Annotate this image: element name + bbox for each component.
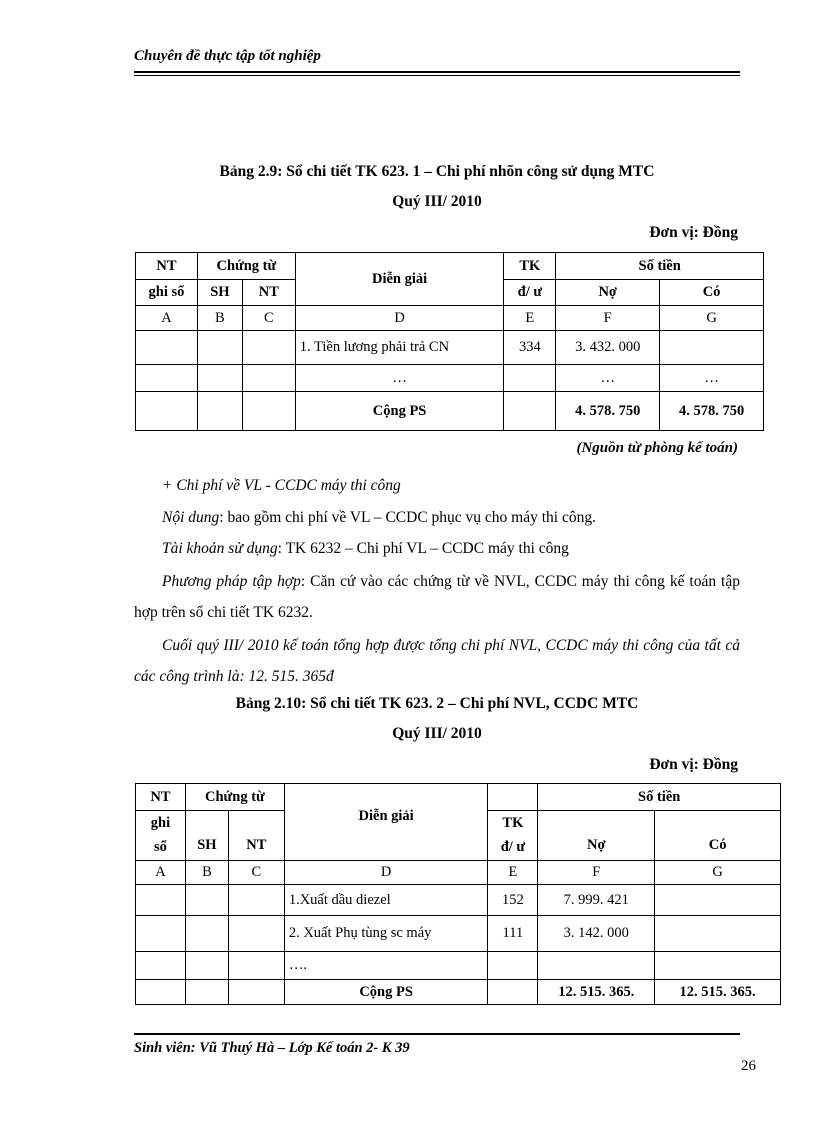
t2-header-co: Có <box>655 811 781 861</box>
total-no: 12. 515. 365. <box>538 980 655 1005</box>
cell <box>228 980 284 1005</box>
t1-header-sotien: Số tiền <box>556 253 764 280</box>
cell-co: … <box>660 365 764 392</box>
footer-student: Sinh viên: Vũ Thuý Hà – Lớp Kế toán 2- K 39 <box>134 1040 410 1056</box>
cell <box>136 331 198 365</box>
t2-header-nt: NT <box>136 784 186 811</box>
t2-header-du: đ/ ư <box>488 836 538 861</box>
t2-letter: C <box>228 861 284 885</box>
cell-no: 3. 432. 000 <box>556 331 660 365</box>
cell <box>136 365 198 392</box>
table-row <box>136 916 781 952</box>
t2-header-diengiai: Diễn giải <box>284 784 488 861</box>
cell-no: 7. 999. 421 <box>538 885 655 916</box>
t2-letter: D <box>284 861 488 885</box>
page-number: 26 <box>741 1058 756 1074</box>
t1-header-diengiai: Diễn giải <box>295 253 504 306</box>
total-label: Cộng PS <box>284 980 488 1005</box>
t1-letter: G <box>660 306 764 331</box>
noi-dung-paragraph <box>134 502 740 533</box>
t1-header-ghiso: ghi sổ <box>136 280 198 306</box>
table2-caption: Bảng 2.10: Sổ chi tiết TK 623. 2 – Chi phí NVL, CCDC MTC <box>235 695 639 712</box>
cell-co <box>655 885 781 916</box>
t1-letter: F <box>556 306 660 331</box>
table1-period: Quý III/ 2010 <box>392 193 482 210</box>
cell <box>136 916 186 952</box>
t1-letter: C <box>242 306 295 331</box>
t2-header-chungtu: Chứng từ <box>185 784 284 811</box>
table-row <box>136 331 764 365</box>
cell-desc: 2. Xuất Phụ tùng sc máy <box>284 916 488 952</box>
cell <box>242 365 295 392</box>
text: : bao gồm chi phí về VL – CCDC phục vụ cho máy thi công. <box>219 509 596 526</box>
table-row <box>136 365 764 392</box>
t2-header-sh: SH <box>185 811 228 861</box>
total-co: 12. 515. 365. <box>655 980 781 1005</box>
t2-header-tk: TK <box>488 811 538 836</box>
table2 <box>135 783 781 1005</box>
cell-no: 3. 142. 000 <box>538 916 655 952</box>
cell-co <box>660 331 764 365</box>
table-row <box>136 885 781 916</box>
table-total-row <box>136 392 764 431</box>
cell <box>197 331 242 365</box>
label: Phương pháp tập hợp <box>162 573 301 590</box>
cell-desc: …. <box>284 952 488 980</box>
label: Tài khoản sử dụng <box>162 540 278 557</box>
t1-header-nt-sub: NT <box>242 280 295 306</box>
page-header-title: Chuyên đề thực tập tốt nghiệp <box>134 48 321 64</box>
t2-header-blank <box>488 784 538 811</box>
cuoi-quy-paragraph: Cuối quý III/ 2010 kế toán tổng hợp được tổng chi phí NVL, CCDC máy thi công của tất cả các công trình là: 12. 515. 365đ <box>134 637 740 685</box>
t2-header-so: sổ <box>136 836 186 861</box>
table2-period: Quý III/ 2010 <box>392 725 482 742</box>
cell-co <box>655 952 781 980</box>
cell <box>228 885 284 916</box>
cell <box>185 916 228 952</box>
t2-header-no: Nợ <box>538 811 655 861</box>
table1-unit: Đơn vị: Đồng <box>649 224 738 241</box>
cell-no <box>538 952 655 980</box>
cell <box>504 392 556 431</box>
cell <box>197 392 242 431</box>
t1-header-chungtu: Chứng từ <box>197 253 295 280</box>
cell-desc: 1.Xuất dầu diezel <box>284 885 488 916</box>
cell <box>136 392 198 431</box>
cell <box>136 952 186 980</box>
t2-letter: A <box>136 861 186 885</box>
table-total-row <box>136 980 781 1005</box>
section-heading: + Chi phí về VL - CCDC máy thi công <box>162 477 401 494</box>
t2-letter: B <box>185 861 228 885</box>
cell <box>197 365 242 392</box>
table-row <box>136 952 781 980</box>
cell <box>488 980 538 1005</box>
cell <box>136 885 186 916</box>
t1-letter: B <box>197 306 242 331</box>
t2-header-nt-sub: NT <box>228 811 284 861</box>
cell-desc: … <box>295 365 504 392</box>
cell-no: … <box>556 365 660 392</box>
t1-header-co: Có <box>660 280 764 306</box>
total-co: 4. 578. 750 <box>660 392 764 431</box>
tai-khoan-paragraph <box>134 533 740 564</box>
cell <box>136 980 186 1005</box>
t1-letter: D <box>295 306 504 331</box>
table1 <box>135 252 764 431</box>
cell <box>242 392 295 431</box>
text: : TK 6232 – Chi phí VL – CCDC máy thi công <box>277 540 569 557</box>
t1-letter: A <box>136 306 198 331</box>
t1-header-tk: TK <box>504 253 556 280</box>
header-rule <box>134 71 740 73</box>
t2-header-sotien: Số tiền <box>538 784 781 811</box>
t1-header-nt: NT <box>136 253 198 280</box>
cell <box>228 952 284 980</box>
cell-desc: 1. Tiền lương phải trả CN <box>295 331 504 365</box>
header-rule-thin <box>134 75 740 76</box>
table1-caption: Bảng 2.9: Sổ chi tiết TK 623. 1 – Chi phí nhõn công sử dụng MTC <box>219 163 655 180</box>
table2-unit: Đơn vị: Đồng <box>649 756 738 773</box>
phuong-phap-paragraph <box>134 566 740 628</box>
cell-tk: 152 <box>488 885 538 916</box>
total-label: Cộng PS <box>295 392 504 431</box>
t1-header-du: đ/ ư <box>504 280 556 306</box>
cell-tk <box>504 365 556 392</box>
t1-header-sh: SH <box>197 280 242 306</box>
cell <box>185 952 228 980</box>
t1-header-no: Nợ <box>556 280 660 306</box>
cell <box>185 980 228 1005</box>
cell <box>228 916 284 952</box>
cell <box>185 885 228 916</box>
t2-header-ghi: ghi <box>136 811 186 836</box>
label: Nội dung <box>162 509 220 526</box>
text: : Căn cứ vào các chứng từ về NVL, CCDC máy thi công kế toán tập hợp trên sổ chi tiết TK 6232. <box>134 573 740 621</box>
t2-letter: F <box>538 861 655 885</box>
t2-letter: E <box>488 861 538 885</box>
cell <box>242 331 295 365</box>
total-no: 4. 578. 750 <box>556 392 660 431</box>
footer-rule <box>134 1033 740 1035</box>
t1-letter: E <box>504 306 556 331</box>
cell-tk: 111 <box>488 916 538 952</box>
table1-source: (Nguồn từ phòng kế toán) <box>576 440 738 456</box>
cell-co <box>655 916 781 952</box>
cell-tk <box>488 952 538 980</box>
t2-letter: G <box>655 861 781 885</box>
cell-tk: 334 <box>504 331 556 365</box>
